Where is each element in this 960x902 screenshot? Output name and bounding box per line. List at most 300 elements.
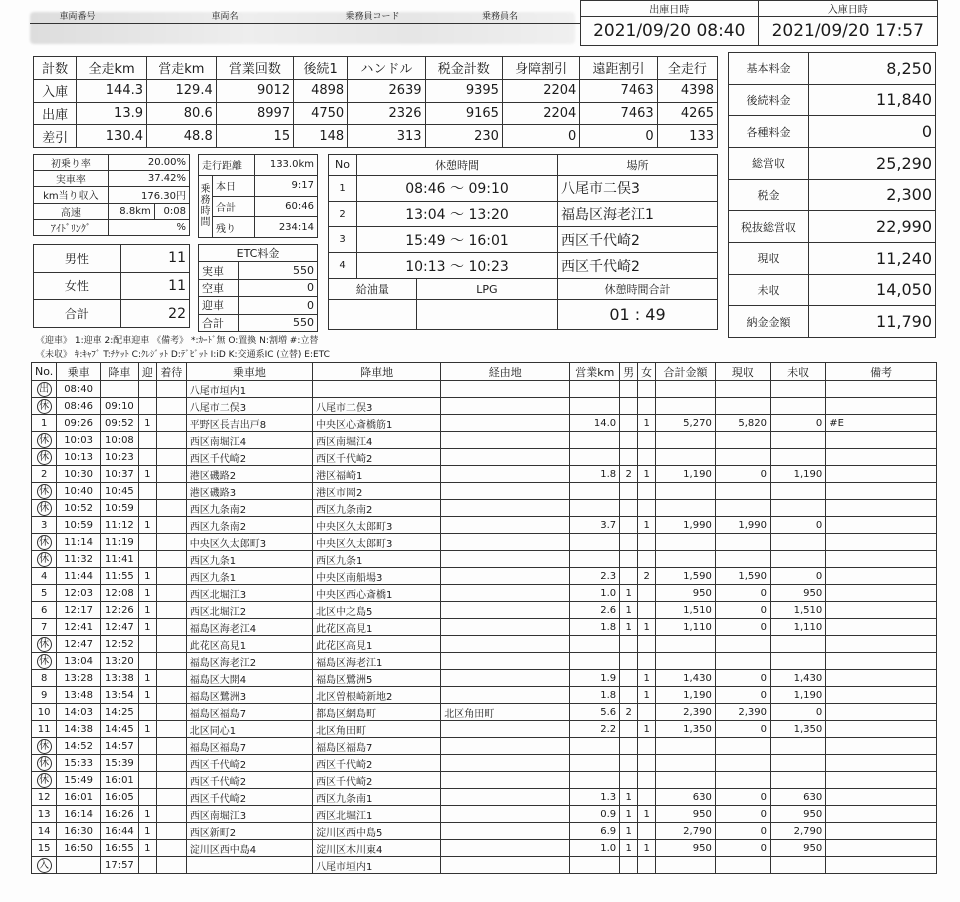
idling-label: ｱｲﾄﾞﾘﾝｸﾞ [34, 219, 109, 235]
trip-cell: 1 [638, 687, 656, 704]
trip-cell: 0 [715, 585, 770, 602]
trip-cell: 0 [771, 568, 826, 585]
trip-cell: 12:52 [100, 636, 138, 653]
trip-cell: 中央区心斎橋筋1 [313, 415, 441, 432]
passenger-value: 11 [120, 272, 189, 300]
trip-cell: 中央区久太郎町3 [313, 517, 441, 534]
trip-cell: 9 [32, 687, 57, 704]
trip-cell: 11:32 [57, 551, 101, 568]
trip-cell [826, 806, 937, 823]
trip-cell [771, 500, 826, 517]
fuel-value-row [329, 300, 718, 330]
trip-cell [656, 398, 716, 415]
meter-col-header: 遠距割引 [580, 57, 657, 80]
trip-cell: 6 [32, 602, 57, 619]
trip-cell: 1,430 [656, 670, 716, 687]
meter-value: 2326 [348, 102, 425, 125]
trip-row [32, 415, 937, 432]
trip-cell [570, 755, 620, 772]
trip-cell [771, 449, 826, 466]
trip-cell: 1 [620, 789, 638, 806]
trip-cell: 淀川区木川東4 [313, 840, 441, 857]
trip-cell: 港区磯路2 [186, 466, 312, 483]
trip-cell: 1 [138, 466, 156, 483]
trip-cell [826, 721, 937, 738]
trip-cell [441, 466, 570, 483]
trip-cell: 11:41 [100, 551, 138, 568]
trip-cell [156, 806, 186, 823]
passenger-row [34, 245, 190, 273]
trip-cell [441, 449, 570, 466]
trip-cell: 港区磯路3 [186, 483, 312, 500]
trip-cell [156, 840, 186, 857]
fare-label: 基本料金 [729, 53, 809, 85]
trip-cell [156, 534, 186, 551]
trip-cell [826, 449, 937, 466]
trip-cell: 17:57 [100, 857, 138, 874]
trip-cell [441, 687, 570, 704]
trip-cell [156, 823, 186, 840]
trip-cell: 12:26 [100, 602, 138, 619]
trip-cell [656, 381, 716, 398]
fare-row [729, 211, 936, 243]
drive-row-value: 60:46 [255, 196, 318, 217]
trip-marker-icon: 休 [37, 535, 52, 550]
trip-cell [156, 704, 186, 721]
trip-cell [32, 755, 57, 772]
trip-row [32, 619, 937, 636]
trip-cell [715, 772, 770, 789]
trip-cell [715, 449, 770, 466]
break-time: 08:46 ～ 09:10 [357, 175, 558, 201]
meter-value: 80.6 [147, 102, 217, 125]
trip-cell [620, 636, 638, 653]
trip-cell: 1 [638, 517, 656, 534]
trip-cell: 1 [620, 619, 638, 636]
trip-cell: 16:14 [57, 806, 101, 823]
trip-cell [138, 483, 156, 500]
trip-cell [441, 772, 570, 789]
break-no: 1 [329, 175, 357, 201]
etc-title-row [199, 245, 318, 262]
trip-cell: 1 [138, 568, 156, 585]
etc-value: 550 [239, 314, 318, 331]
trip-cell [156, 398, 186, 415]
meter-table [33, 56, 718, 148]
trip-cell: 1,110 [656, 619, 716, 636]
trip-cell: 13 [32, 806, 57, 823]
trip-cell [620, 568, 638, 585]
meter-value: 7463 [580, 79, 657, 102]
trip-cell: 1 [620, 602, 638, 619]
meter-value: 4750 [294, 102, 348, 125]
trip-cell: 1.8 [570, 466, 620, 483]
break-time: 13:04 ～ 13:20 [357, 201, 558, 227]
trip-row [32, 721, 937, 738]
fare-value: 11,240 [809, 242, 936, 274]
trip-cell: 西区九条1 [313, 551, 441, 568]
trip-cell: 西区南堀江3 [186, 806, 312, 823]
trip-cell: 西区九条1 [186, 551, 312, 568]
trip-cell [826, 585, 937, 602]
legend-line-1: 《迎車》 1:迎車 2:配車迎車 《備考》 *:ｶｰﾄﾞ無 O:置換 N:割増 #:立替 [36, 336, 319, 346]
trip-cell: 1 [138, 602, 156, 619]
fare-value: 14,050 [809, 274, 936, 306]
trip-cell [638, 551, 656, 568]
trip-cell [32, 738, 57, 755]
trip-cell [156, 687, 186, 704]
trip-cell [715, 755, 770, 772]
trip-row [32, 585, 937, 602]
trip-row [32, 823, 937, 840]
trip-cell: 950 [656, 840, 716, 857]
meter-row [34, 102, 718, 125]
trip-cell [620, 483, 638, 500]
trip-cell [156, 568, 186, 585]
trip-cell: 八尾市垣内1 [313, 857, 441, 874]
trip-cell [656, 755, 716, 772]
trip-cell [826, 432, 937, 449]
trip-cell [771, 551, 826, 568]
drive-distance: 133.0km [255, 155, 318, 176]
out-datetime-label: 出庫日時 [581, 1, 759, 17]
trip-cell [826, 551, 937, 568]
trip-cell: 西区九条1 [186, 568, 312, 585]
trip-cell [441, 823, 570, 840]
trip-cell: 14:03 [57, 704, 101, 721]
trip-cell: 西区南堀江4 [313, 432, 441, 449]
trip-cell [570, 534, 620, 551]
trip-cell [620, 517, 638, 534]
trip-cell [441, 517, 570, 534]
trip-cell [156, 619, 186, 636]
trip-cell [441, 602, 570, 619]
trip-col-header: 現収 [715, 363, 770, 381]
trip-cell [826, 755, 937, 772]
meter-value: 4398 [657, 79, 717, 102]
trip-cell: 1,590 [656, 568, 716, 585]
trip-cell: 1 [138, 415, 156, 432]
passenger-label: 女性 [34, 272, 121, 300]
trip-cell: 福島区海老江2 [186, 653, 312, 670]
trip-cell [620, 687, 638, 704]
trip-cell [156, 738, 186, 755]
trip-cell: 0 [715, 806, 770, 823]
trip-cell [156, 500, 186, 517]
trip-cell [826, 483, 937, 500]
trip-cell [826, 687, 937, 704]
fare-label: 税抜総営収 [729, 211, 809, 243]
trip-cell: 2 [620, 466, 638, 483]
trip-cell: 1,190 [656, 687, 716, 704]
trip-cell: 1,990 [656, 517, 716, 534]
trip-cell: 13:38 [100, 670, 138, 687]
trip-cell: 14 [32, 823, 57, 840]
in-datetime-label: 入庫日時 [758, 1, 937, 17]
break-no: 4 [329, 253, 357, 279]
trip-cell: 0 [715, 602, 770, 619]
trip-cell [441, 653, 570, 670]
trip-cell: 10:30 [57, 466, 101, 483]
trip-cell [32, 636, 57, 653]
trip-cell: 09:52 [100, 415, 138, 432]
trip-cell: 1 [138, 619, 156, 636]
trip-row [32, 602, 937, 619]
trip-cell [138, 755, 156, 772]
trip-cell: 950 [771, 840, 826, 857]
trip-cell [32, 772, 57, 789]
fare-label: 現収 [729, 242, 809, 274]
trip-cell: 北区曽根崎新地2 [313, 687, 441, 704]
trip-cell [138, 636, 156, 653]
meter-col-header: 営業回数 [216, 57, 293, 80]
meter-col-header: 計数 [34, 57, 77, 80]
trip-row [32, 568, 937, 585]
trip-cell [638, 500, 656, 517]
trip-cell [570, 449, 620, 466]
fare-row [729, 84, 936, 116]
fare-value: 25,290 [809, 147, 936, 179]
legend-line-2: 《未収》 ｷ:ｷｬﾌﾞ T:ﾁｹｯﾄ C:ｸﾚｼﾞｯﾄ D:ﾃﾞﾋﾞｯﾄ I:iD K:交通系IC (立替) E:ETC [36, 350, 330, 360]
rate-label: 初乗り率 [34, 155, 109, 171]
trip-cell: 1 [638, 415, 656, 432]
rate-row [34, 187, 190, 203]
meter-value: 48.8 [147, 125, 217, 148]
trip-cell: 12:17 [57, 602, 101, 619]
trip-row [32, 449, 937, 466]
trip-cell [441, 432, 570, 449]
trip-cell: 1 [638, 806, 656, 823]
trip-cell [638, 483, 656, 500]
trip-cell [156, 755, 186, 772]
trip-cell: 12:08 [100, 585, 138, 602]
trip-cell [826, 398, 937, 415]
fare-row [729, 116, 936, 148]
trip-cell: 15:39 [100, 755, 138, 772]
trip-cell: 1 [32, 415, 57, 432]
trip-cell: 2 [32, 466, 57, 483]
trip-cell [826, 602, 937, 619]
trip-cell [156, 857, 186, 874]
trip-cell: 福島区福島7 [313, 738, 441, 755]
trip-cell [32, 551, 57, 568]
trip-cell: 16:50 [57, 840, 101, 857]
trip-cell [570, 738, 620, 755]
meter-value: 313 [348, 125, 425, 148]
trip-cell: 09:26 [57, 415, 101, 432]
trip-marker-icon: 休 [37, 552, 52, 567]
trip-cell [620, 398, 638, 415]
trip-cell: 都島区網島町 [313, 704, 441, 721]
trip-row [32, 551, 937, 568]
trip-cell: 西区千代崎2 [313, 755, 441, 772]
trip-cell: 12:47 [100, 619, 138, 636]
trip-cell: 950 [656, 806, 716, 823]
trip-cell [138, 704, 156, 721]
break-row [329, 201, 718, 227]
trip-cell [826, 823, 937, 840]
trip-cell: 北区中之島5 [313, 602, 441, 619]
break-no: 2 [329, 201, 357, 227]
trip-cell: 14:57 [100, 738, 138, 755]
trip-cell: 1.3 [570, 789, 620, 806]
trip-cell [771, 398, 826, 415]
trip-cell [715, 398, 770, 415]
trip-cell [638, 772, 656, 789]
trip-cell [441, 381, 570, 398]
trip-cell: 2.6 [570, 602, 620, 619]
etc-label: 迎車 [199, 297, 239, 314]
trip-cell [32, 653, 57, 670]
trip-cell [715, 738, 770, 755]
trip-cell: 11:19 [100, 534, 138, 551]
trip-cell [656, 432, 716, 449]
trip-cell: 1 [138, 840, 156, 857]
trip-cell: 950 [771, 585, 826, 602]
trip-row [32, 636, 937, 653]
trip-cell: 西区千代崎2 [313, 772, 441, 789]
fare-value: 2,300 [809, 179, 936, 211]
break-col-no: No [329, 155, 357, 176]
meter-value: 8997 [216, 102, 293, 125]
trip-cell [156, 517, 186, 534]
trip-cell [441, 585, 570, 602]
trip-cell: 此花区高見1 [313, 619, 441, 636]
trip-cell: 11:12 [100, 517, 138, 534]
trip-table [31, 362, 937, 874]
meter-value: 129.4 [147, 79, 217, 102]
trip-cell: 11:14 [57, 534, 101, 551]
trip-cell: 西区北堀江1 [313, 806, 441, 823]
trip-cell [656, 534, 716, 551]
trip-cell: 5,270 [656, 415, 716, 432]
rate-row [34, 171, 190, 187]
drive-row-label: 残り [213, 217, 255, 238]
header-label: 乗務員コード [325, 8, 420, 24]
trip-cell: 八尾市二俣3 [186, 398, 312, 415]
trip-cell: 13:48 [57, 687, 101, 704]
trip-cell: 1 [138, 585, 156, 602]
trip-cell: 1.0 [570, 585, 620, 602]
trip-cell [138, 738, 156, 755]
trip-col-header: 男 [620, 363, 638, 381]
trip-marker-icon: 休 [37, 484, 52, 499]
trip-cell [656, 500, 716, 517]
trip-cell: 0 [771, 415, 826, 432]
trip-col-header: 着待 [156, 363, 186, 381]
trip-cell [32, 534, 57, 551]
trip-cell [32, 483, 57, 500]
trip-cell [715, 534, 770, 551]
trip-cell [138, 381, 156, 398]
meter-value: 2204 [502, 102, 579, 125]
break-total-label: 休憩時間合計 [558, 279, 718, 300]
fares-table [728, 52, 936, 338]
fare-label: 納金金額 [729, 306, 809, 338]
drive-row-value: 234:14 [255, 217, 318, 238]
trip-cell: 1 [138, 806, 156, 823]
passenger-label: 男性 [34, 245, 121, 273]
idling-value: % [108, 219, 189, 235]
header-label: 乗務員名 [420, 8, 580, 24]
trip-cell: 西区北堀江2 [186, 602, 312, 619]
etc-value: 0 [239, 297, 318, 314]
meter-value: 130.4 [77, 125, 147, 148]
datetime-box [580, 0, 938, 46]
trip-row [32, 483, 937, 500]
trip-cell [441, 568, 570, 585]
meter-row [34, 79, 718, 102]
etc-value: 550 [239, 262, 318, 279]
trip-cell [138, 653, 156, 670]
trip-cell [570, 653, 620, 670]
header-labels-left [30, 8, 580, 48]
trip-cell [771, 432, 826, 449]
trip-col-header: 迎 [138, 363, 156, 381]
break-header-row [329, 155, 718, 176]
meter-value: 9012 [216, 79, 293, 102]
trip-row [32, 772, 937, 789]
trip-cell [620, 670, 638, 687]
trip-cell: 10:08 [100, 432, 138, 449]
trip-cell [620, 415, 638, 432]
trip-cell: 1 [620, 823, 638, 840]
trip-row [32, 806, 937, 823]
trip-cell [656, 483, 716, 500]
trip-cell [826, 466, 937, 483]
trip-cell [715, 381, 770, 398]
trip-cell: 11:44 [57, 568, 101, 585]
trip-row [32, 534, 937, 551]
trip-cell [656, 653, 716, 670]
meter-col-header: 税金計数 [425, 57, 502, 80]
trip-col-header: 女 [638, 363, 656, 381]
trip-cell: 1 [638, 840, 656, 857]
trip-cell [441, 534, 570, 551]
trip-cell [638, 534, 656, 551]
trip-cell: 16:44 [100, 823, 138, 840]
trip-cell: 16:55 [100, 840, 138, 857]
etc-label: 実車 [199, 262, 239, 279]
meter-value: 133 [657, 125, 717, 148]
trip-cell [620, 721, 638, 738]
trip-cell [826, 857, 937, 874]
trip-cell: 西区千代崎2 [186, 449, 312, 466]
trip-cell: 西区九条南2 [186, 500, 312, 517]
trip-cell [570, 551, 620, 568]
trip-cell [826, 381, 937, 398]
trip-cell: 10:37 [100, 466, 138, 483]
trip-marker-icon: 休 [37, 773, 52, 788]
trip-cell [656, 551, 716, 568]
trip-cell [638, 398, 656, 415]
trip-cell [441, 840, 570, 857]
trip-cell [771, 534, 826, 551]
meter-row-label: 出庫 [34, 102, 77, 125]
trip-cell: 0.9 [570, 806, 620, 823]
meter-value: 0 [580, 125, 657, 148]
trip-row [32, 704, 937, 721]
trip-cell [441, 636, 570, 653]
meter-value: 4265 [657, 102, 717, 125]
trip-cell: 950 [771, 806, 826, 823]
trip-col-header: 乗車地 [186, 363, 312, 381]
trip-cell: 1,350 [771, 721, 826, 738]
trip-cell [656, 738, 716, 755]
trip-cell [620, 857, 638, 874]
trip-col-header: 降車 [100, 363, 138, 381]
trip-cell [441, 721, 570, 738]
